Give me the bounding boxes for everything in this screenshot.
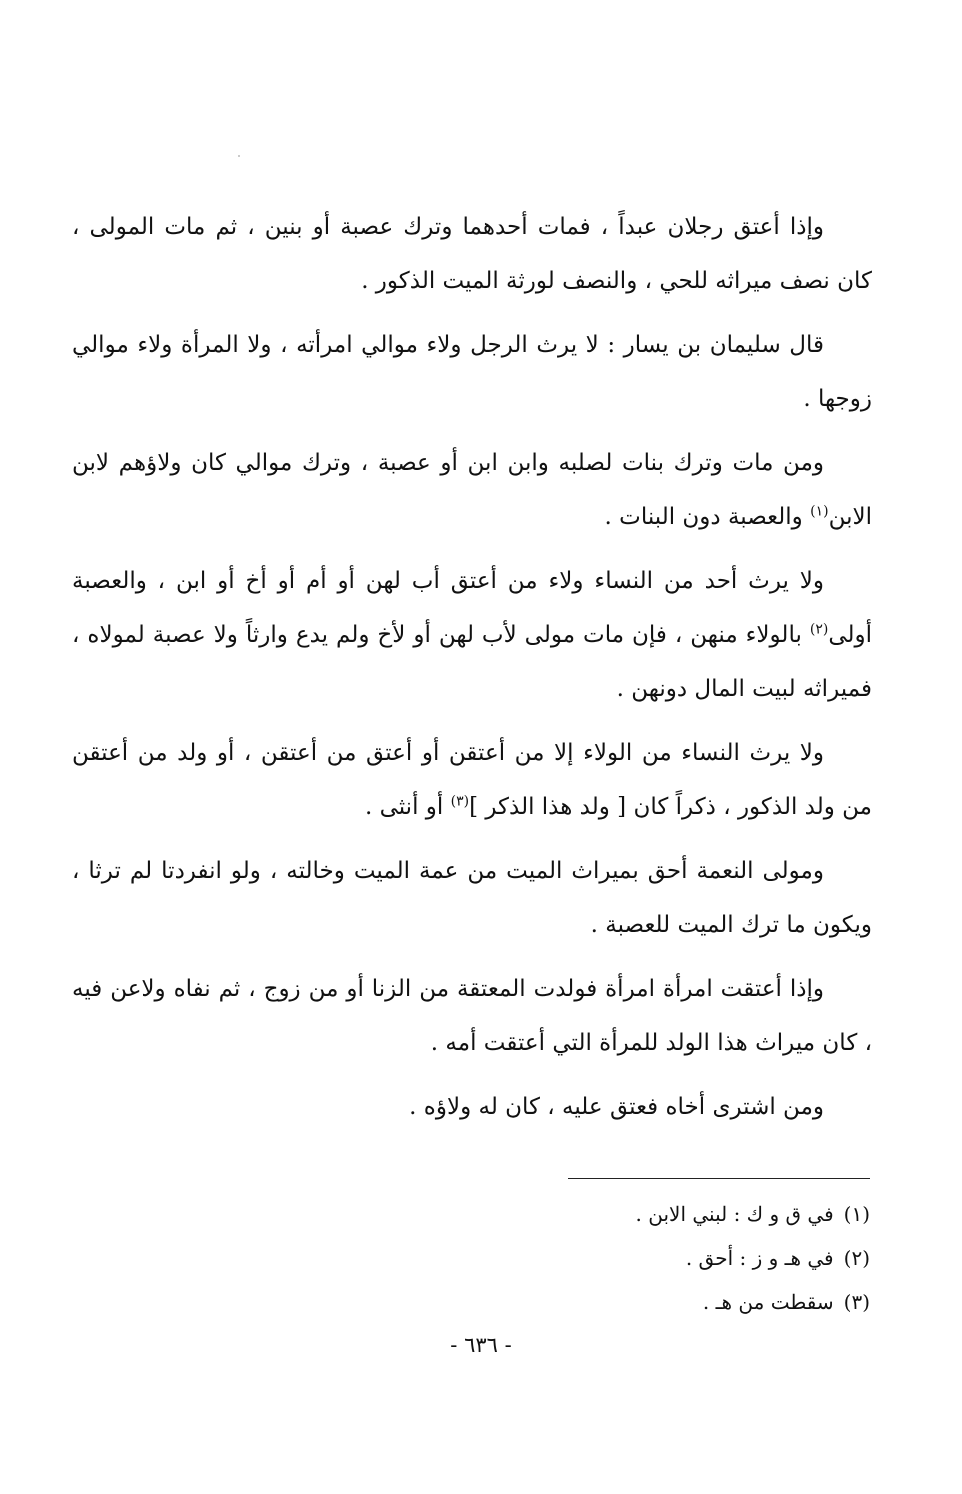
- footnote-text: في هـ و ز : أحق .: [685, 1246, 834, 1270]
- paragraph-3: [72, 436, 872, 544]
- paragraph-3-text-a: ومن مات وترك بنات لصلبه وابن ابن أو عصبة ، وترك موالي كان ولاؤهم لابن الابن: [72, 450, 872, 530]
- paragraph-1: وإذا أعتق رجلان عبداً ، فمات أحدهما وترك عصبة أو بنين ، ثم مات المولى ، كان نصف ميراثه للحي ، والنصف لورثة الميت الذكور .: [72, 214, 872, 294]
- paragraph-5-text-b: أو أنثى .: [364, 794, 451, 820]
- footnote-number: (٢): [843, 1246, 870, 1270]
- footnote-ref-3[interactable]: (٣): [450, 793, 470, 810]
- paragraph-4-text-a: ولا يرث أحد من النساء ولاء من أعتق أب لهن أو أم أو أخ أو ابن ، والعصبة أولى: [72, 568, 872, 648]
- paragraph-5: [72, 726, 872, 834]
- paragraph-7: وإذا أعتقت امرأة امرأة فولدت المعتقة من الزنا أو من زوج ، ثم نفاه ولاعن فيه ، كان ميراث هذا الولد للمرأة التي أعتقت أمه .: [72, 976, 872, 1056]
- footnote-ref-2[interactable]: (٢): [809, 621, 829, 638]
- main-text: [72, 200, 872, 1144]
- scan-speck: [238, 155, 240, 157]
- paragraph-4-text-b: بالولاء منهن ، فإن مات مولى لأب لهن أو لأخ ولم يدع وارثاً ولا عصبة لمولاه ، فميراثه لبيت المال دونهن .: [72, 622, 872, 702]
- footnote-text: سقطت من هـ .: [702, 1290, 834, 1314]
- footnote-divider: [568, 1178, 870, 1179]
- paragraph-2: قال سليمان بن يسار : لا يرث الرجل ولاء موالي امرأته ، ولا المرأة ولاء موالي زوجها .: [72, 332, 872, 412]
- page-number: - ٦٣٦ -: [450, 1333, 512, 1357]
- paragraph-3-text-b: والعصبة دون البنات .: [604, 504, 811, 530]
- paragraph-6: ومولى النعمة أحق بميراث الميت من عمة الميت وخالته ، ولو انفردتا لم ترثا ، ويكون ما ترك الميت للعصبة .: [72, 858, 872, 938]
- footnote-3: [440, 1280, 870, 1324]
- footnote-2: [440, 1236, 870, 1280]
- footnote-text: في ق و ك : لبني الابن .: [635, 1202, 834, 1226]
- footnote-1: [440, 1192, 870, 1236]
- paragraph-8: ومن اشترى أخاه فعتق عليه ، كان له ولاؤه .: [409, 1094, 824, 1120]
- footnote-number: (٣): [843, 1290, 870, 1314]
- footnotes-list: [440, 1192, 870, 1324]
- paragraph-5-text-a: ولا يرث النساء من الولاء إلا من أعتقن أو أعتق من أعتقن ، أو ولد من أعتقن من ولد الذكور ، ذكراً كان [ ولد هذا الذكر ]: [72, 740, 872, 820]
- footnote-ref-1[interactable]: (١): [810, 503, 829, 520]
- paragraph-4: [72, 554, 872, 716]
- footnote-number: (١): [843, 1202, 870, 1226]
